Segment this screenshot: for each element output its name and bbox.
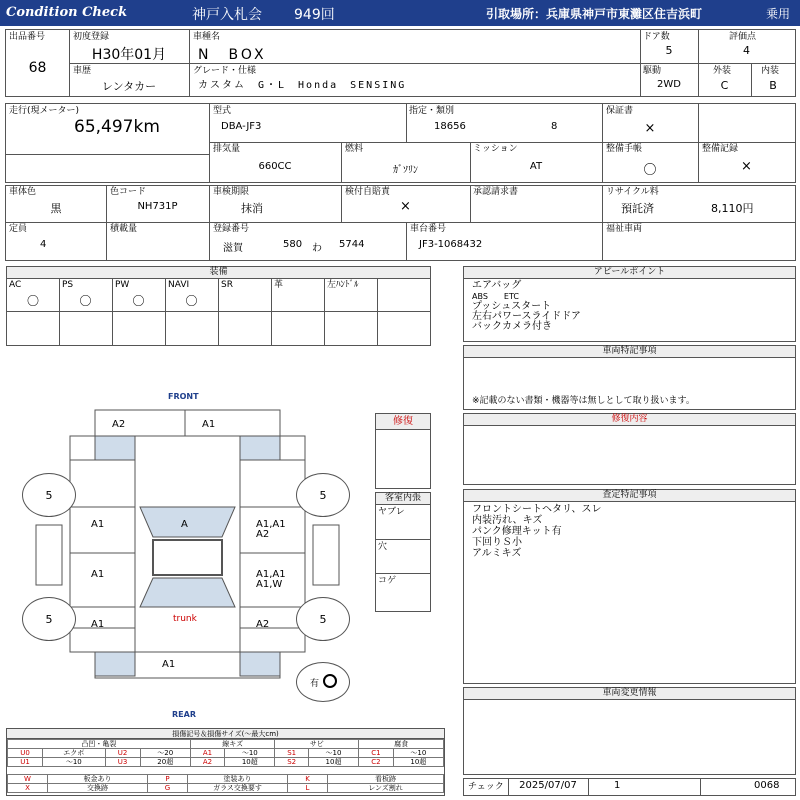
legend-code: U2 bbox=[105, 749, 140, 758]
mark-left-front: A1 bbox=[91, 519, 105, 530]
equip-ac-label: AC bbox=[9, 280, 22, 290]
inspection-line-2: 内装汚れ、キズ bbox=[472, 515, 543, 526]
mission-label: ミッション bbox=[473, 144, 518, 154]
reg-kana: わ bbox=[312, 243, 322, 254]
legend-desc: 10超 bbox=[225, 758, 275, 767]
welfare-label: 福祉車両 bbox=[606, 224, 643, 234]
inspection-line-3: パンク修理キット有 bbox=[472, 526, 562, 537]
legend-code: C1 bbox=[359, 749, 393, 758]
record: × bbox=[741, 159, 752, 174]
inspection-line-1: フロントシートヘタリ、スレ bbox=[472, 504, 602, 515]
mark-right-mid-2: A1,W bbox=[256, 579, 283, 590]
legend-table bbox=[7, 739, 444, 767]
category-label: 乗用 bbox=[766, 7, 791, 21]
body-color-label: 車体色 bbox=[9, 187, 37, 197]
vehicle-change-info-panel bbox=[463, 687, 796, 775]
score: 4 bbox=[743, 44, 750, 57]
inspection: 抹消 bbox=[241, 202, 263, 215]
repair-box-title: 修復 bbox=[376, 414, 430, 430]
appeal-line-4: 左右パワースライドドア bbox=[472, 311, 581, 322]
repair-box bbox=[375, 413, 431, 489]
exterior: C bbox=[720, 79, 729, 92]
legend-desc: ガラス交換要す bbox=[188, 784, 288, 793]
record-label: 整備記録 bbox=[702, 144, 739, 154]
repair-content-panel bbox=[463, 413, 796, 485]
mark-hood: A bbox=[181, 519, 188, 530]
cabin-title: 客室内張 bbox=[376, 493, 430, 505]
legend-desc: ～10 bbox=[393, 749, 443, 758]
equip-pw-label: PW bbox=[115, 280, 130, 290]
equip-ps-value: 〇 bbox=[79, 294, 92, 308]
spare-wheel-icon bbox=[323, 674, 337, 688]
special-title: 車両特記事項 bbox=[464, 346, 795, 358]
mileage-label: 走行(現メーター) bbox=[9, 106, 80, 116]
model-label: 型式 bbox=[213, 106, 232, 116]
equip-ac-value: 〇 bbox=[26, 294, 39, 308]
cabin-hole: 穴 bbox=[378, 542, 388, 552]
inspection-line-4: 下回りＳ小 bbox=[472, 537, 522, 548]
legend-code: W bbox=[8, 775, 48, 784]
mark-right-front: A1,A1 bbox=[256, 519, 286, 530]
legend-extra-table bbox=[7, 774, 444, 793]
grade: カスタム G・L Honda SENSING bbox=[198, 80, 407, 91]
mark-right-mid: A1,A1 bbox=[256, 569, 286, 580]
equip-navi-label: NAVI bbox=[168, 280, 190, 290]
grade-label: グレード・仕様 bbox=[193, 66, 257, 76]
wheel-rear-left: 5 bbox=[22, 597, 76, 641]
check-row bbox=[463, 778, 796, 796]
body-color: 黒 bbox=[50, 202, 62, 215]
cabin-burn: コゲ bbox=[378, 576, 397, 586]
check-code: 0068 bbox=[754, 780, 780, 791]
repair-content-title: 修復内容 bbox=[464, 414, 795, 426]
mark-right-front-2: A2 bbox=[256, 529, 270, 540]
car-name-label: 車種名 bbox=[193, 32, 221, 42]
legend-desc: 塗装あり bbox=[188, 775, 288, 784]
legend-code: A1 bbox=[190, 749, 224, 758]
chassis: JF3-1068432 bbox=[419, 239, 483, 250]
score-label: 評価点 bbox=[729, 32, 757, 42]
capacity: 4 bbox=[40, 239, 47, 250]
recycle-label: リサイクル料 bbox=[606, 187, 659, 197]
equip-navi-value: 〇 bbox=[185, 294, 198, 308]
lot-no: 68 bbox=[28, 60, 47, 76]
reg-class: 580 bbox=[283, 239, 303, 250]
mark-bottom: A1 bbox=[162, 659, 176, 670]
legend-desc: 看板跡 bbox=[328, 775, 444, 784]
reg-area: 滋賀 bbox=[223, 243, 243, 254]
check-date: 2025/07/07 bbox=[519, 780, 577, 791]
legend-desc: 板金あり bbox=[48, 775, 148, 784]
spare-tire bbox=[296, 662, 350, 702]
equip-pw-value: 〇 bbox=[132, 294, 145, 308]
legend-code: U3 bbox=[105, 758, 140, 767]
legend-desc: ～10 bbox=[43, 758, 106, 767]
legend-group-rust: サビ bbox=[275, 740, 359, 749]
vehicle-registration-info bbox=[5, 185, 796, 261]
wheel-rear-right: 5 bbox=[296, 597, 350, 641]
legend-desc: 10超 bbox=[393, 758, 443, 767]
mark-top-left: A2 bbox=[112, 419, 126, 430]
legend-desc: ～20 bbox=[140, 749, 190, 758]
warranty: × bbox=[644, 121, 656, 136]
equip-sr-label: SR bbox=[221, 280, 233, 290]
legend-code: X bbox=[8, 784, 48, 793]
legend-code: S2 bbox=[275, 758, 308, 767]
check-label: チェック bbox=[468, 782, 504, 792]
wheel-front-left: 5 bbox=[22, 473, 76, 517]
mark-left-mid: A1 bbox=[91, 569, 105, 580]
legend-desc: レンズ割れ bbox=[328, 784, 444, 793]
appeal-line-2: ABS ETC bbox=[472, 292, 519, 301]
pickup-location: 引取場所：兵庫県神戸市東灘区住吉浜町 bbox=[486, 7, 703, 21]
legend-group-scratch: 線キズ bbox=[190, 740, 275, 749]
equip-leather-label: 革 bbox=[274, 280, 284, 290]
wheel-front-right: 5 bbox=[296, 473, 350, 517]
mark-left-rear: A1 bbox=[91, 619, 105, 630]
first-reg-label: 初度登録 bbox=[73, 32, 110, 42]
color-code-label: 色コード bbox=[110, 187, 147, 197]
legend-code: G bbox=[148, 784, 188, 793]
vehicle-spec-info bbox=[5, 103, 796, 183]
legend-code: S1 bbox=[275, 749, 308, 758]
legend-code: U0 bbox=[8, 749, 43, 758]
doors-label: ドア数 bbox=[643, 32, 670, 42]
legend-code: A2 bbox=[190, 758, 224, 767]
car-name: N BOX bbox=[198, 47, 267, 63]
legend-desc: エクボ bbox=[43, 749, 106, 758]
reg-no: 5744 bbox=[339, 239, 365, 250]
inspection-notes-title: 査定特記事項 bbox=[464, 490, 795, 502]
mileage: 65,497km bbox=[74, 117, 160, 137]
legend-code: P bbox=[148, 775, 188, 784]
equip-ps-label: PS bbox=[62, 280, 74, 290]
trunk-label: trunk bbox=[173, 614, 197, 624]
appeal-points-panel bbox=[463, 266, 796, 342]
auction-lot: 949回 bbox=[294, 7, 335, 23]
legend-desc: ～10 bbox=[225, 749, 275, 758]
legend-group-corrosion: 腐食 bbox=[359, 740, 444, 749]
displacement: 660CC bbox=[258, 161, 292, 172]
recycle-fee: 8,110円 bbox=[711, 202, 754, 215]
interior: B bbox=[769, 79, 777, 92]
insurance: × bbox=[400, 199, 411, 214]
history-label: 車歴 bbox=[73, 66, 92, 76]
damage-legend bbox=[6, 728, 445, 796]
warranty-label: 保証書 bbox=[606, 106, 634, 116]
car-outline-svg bbox=[0, 385, 440, 725]
load-label: 積載量 bbox=[110, 224, 138, 234]
drive-label: 駆動 bbox=[643, 66, 662, 76]
legend-desc: ～10 bbox=[308, 749, 358, 758]
inspection-line-5: アルミキズ bbox=[472, 548, 522, 559]
color-code: NH731P bbox=[137, 201, 178, 212]
check-count: 1 bbox=[614, 780, 621, 791]
cabin-tear: ヤブレ bbox=[378, 507, 405, 517]
legend-desc: 20超 bbox=[140, 758, 190, 767]
legend-desc: 10超 bbox=[308, 758, 358, 767]
interior-label: 内装 bbox=[761, 66, 780, 76]
chassis-label: 車台番号 bbox=[410, 224, 447, 234]
reg-no-label: 登録番号 bbox=[213, 224, 250, 234]
mission: AT bbox=[529, 161, 543, 172]
change-info-title: 車両変更情報 bbox=[464, 688, 795, 700]
designation: 18656 bbox=[434, 121, 466, 132]
spare-label: 有 bbox=[310, 679, 320, 689]
equipment-title: 装備 bbox=[7, 267, 430, 279]
legend-group-dent: 凸凹・亀裂 bbox=[8, 740, 191, 749]
header-bar bbox=[0, 0, 800, 26]
appeal-line-3: プッシュスタート bbox=[472, 301, 552, 312]
legend-code: L bbox=[288, 784, 328, 793]
title-condition-check: Condition Check bbox=[6, 5, 128, 20]
car-damage-diagram bbox=[0, 385, 440, 725]
inspection-notes-panel bbox=[463, 489, 796, 684]
recycle-status: 預託済 bbox=[621, 202, 654, 215]
legend-code: K bbox=[288, 775, 328, 784]
legend-desc: 交換跡 bbox=[48, 784, 148, 793]
displacement-label: 排気量 bbox=[213, 144, 241, 154]
approval-label: 承認請求書 bbox=[473, 187, 519, 197]
first-reg: H30年01月 bbox=[91, 47, 167, 63]
exterior-label: 外装 bbox=[713, 66, 732, 76]
history: レンタカー bbox=[101, 80, 157, 93]
lot-no-label: 出品番号 bbox=[9, 32, 46, 42]
vehicle-basic-info bbox=[5, 29, 796, 97]
manual-label: 整備手帳 bbox=[606, 144, 643, 154]
model: DBA-JF3 bbox=[221, 121, 262, 132]
appeal-title: アピールポイント bbox=[464, 267, 795, 279]
cabin-interior-box bbox=[375, 492, 431, 612]
legend-code: C2 bbox=[359, 758, 393, 767]
auction-name: 神戸入札会 bbox=[192, 7, 262, 23]
front-label: FRONT bbox=[168, 392, 199, 401]
designation-label: 指定・類別 bbox=[409, 106, 455, 116]
doors: 5 bbox=[665, 44, 673, 57]
appeal-line-1: エアバッグ bbox=[472, 280, 522, 291]
equipment-panel bbox=[6, 266, 431, 346]
fuel-label: 燃料 bbox=[345, 144, 364, 154]
mark-right-rear: A2 bbox=[256, 619, 270, 630]
legend-code: U1 bbox=[8, 758, 43, 767]
legend-title: 損傷記号＆損傷サイズ(～最大cm) bbox=[7, 729, 444, 739]
inspection-label: 車検期限 bbox=[213, 187, 250, 197]
rear-label: REAR bbox=[172, 710, 196, 719]
category-no: 8 bbox=[551, 121, 558, 132]
mark-top-right: A1 bbox=[202, 419, 216, 430]
special-note: ※記載のない書類・機器等は無しとして取り扱います。 bbox=[472, 396, 695, 406]
vehicle-special-notes-panel bbox=[463, 345, 796, 410]
capacity-label: 定員 bbox=[9, 224, 28, 234]
appeal-line-5: バックカメラ付き bbox=[472, 321, 552, 332]
drive: 2WD bbox=[657, 79, 681, 90]
equip-lhd-label: 左ﾊﾝﾄﾞﾙ bbox=[327, 280, 359, 290]
insurance-label: 検付自賠責 bbox=[345, 187, 391, 197]
manual: 〇 bbox=[643, 163, 657, 178]
fuel: ｶﾞｿﾘﾝ bbox=[393, 165, 418, 176]
